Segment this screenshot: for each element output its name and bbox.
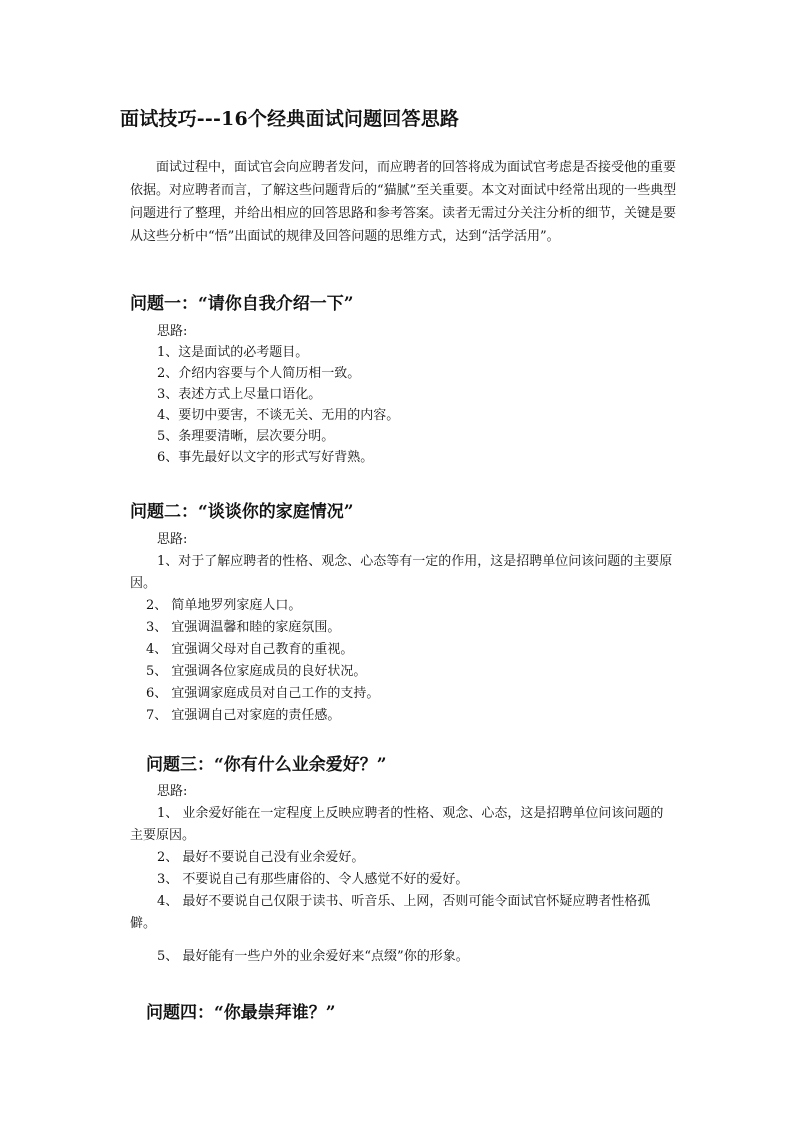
q2-item-6: 6、 宜强调家庭成员对自己工作的支持。 [146,686,380,701]
q3-item-5: 5、 最好能有一些户外的业余爱好来“点缀”你的形象。 [157,949,469,964]
q2-item-3: 3、 宜强调温馨和睦的家庭氛围。 [146,620,341,635]
q1-item-4: 4、要切中要害，不谈无关、无用的内容。 [157,408,400,423]
question-4-heading: 问题四：“你最崇拜谁？” [146,1003,336,1023]
q1-item-2: 2、介绍内容要与个人简历相一致。 [157,366,361,381]
intro-text: 面试过程中，面试官会向应聘者发问，而应聘者的回答将成为面试官考虑是否接受他的重要依据。对应聘者而言，了解这些问题背后的“猫腻”至关重要。本文对面试中经常出现的一些典型问题进行了整理，并给出相应的回答思路和参考答案。读者无需过分关注分析的细节，关键是要从这些分析中“悟”出面试的规律及回答问题的思维方式，达到“活学活用”。 [130,160,677,244]
q2-item-4: 4、 宜强调父母对自己教育的重视。 [146,642,354,657]
intro-paragraph [130,156,678,248]
q3-item-2: 2、 最好不要说自己没有业余爱好。 [157,850,365,865]
q2-item-7: 7、 宜强调自己对家庭的责任感。 [146,708,341,723]
q1-item-5: 5、条理要清晰，层次要分明。 [157,429,335,444]
q2-item-5: 5、 宜强调各位家庭成员的良好状况。 [146,664,367,679]
document-title: 面试技巧---16个经典面试问题回答思路 [120,108,460,130]
question-1-heading: 问题一：“请你自我介绍一下” [130,294,354,314]
q2-item-1: 1、对于了解应聘者的性格、观念、心态等有一定的作用，这是招聘单位问该问题的主要原因。 [130,554,673,591]
q3-item-4: 4、 最好不要说自己仅限于读书、听音乐、上网，否则可能令面试官怀疑应聘者性格孤僻。 [130,894,651,931]
q2-label: 思路: [157,532,188,547]
question-3-heading: 问题三：“你有什么业余爱好？” [146,755,387,775]
q1-item-3: 3、表述方式上尽量口语化。 [157,387,322,402]
q1-item-6: 6、事先最好以文字的形式写好背熟。 [157,450,374,465]
q1-item-1: 1、这是面试的必考题目。 [157,345,309,360]
question-2-heading: 问题二：“谈谈你的家庭情况” [130,502,354,522]
q3-label: 思路: [157,784,188,799]
q3-item-1: 1、 业余爱好能在一定程度上反映应聘者的性格、观念、心态，这是招聘单位问该问题的主要原因。 [130,806,664,843]
q1-label: 思路: [157,324,188,339]
q3-item-3: 3、 不要说自己有那些庸俗的、令人感觉不好的爱好。 [157,872,469,887]
q2-item-2: 2、 简单地罗列家庭人口。 [146,598,302,613]
